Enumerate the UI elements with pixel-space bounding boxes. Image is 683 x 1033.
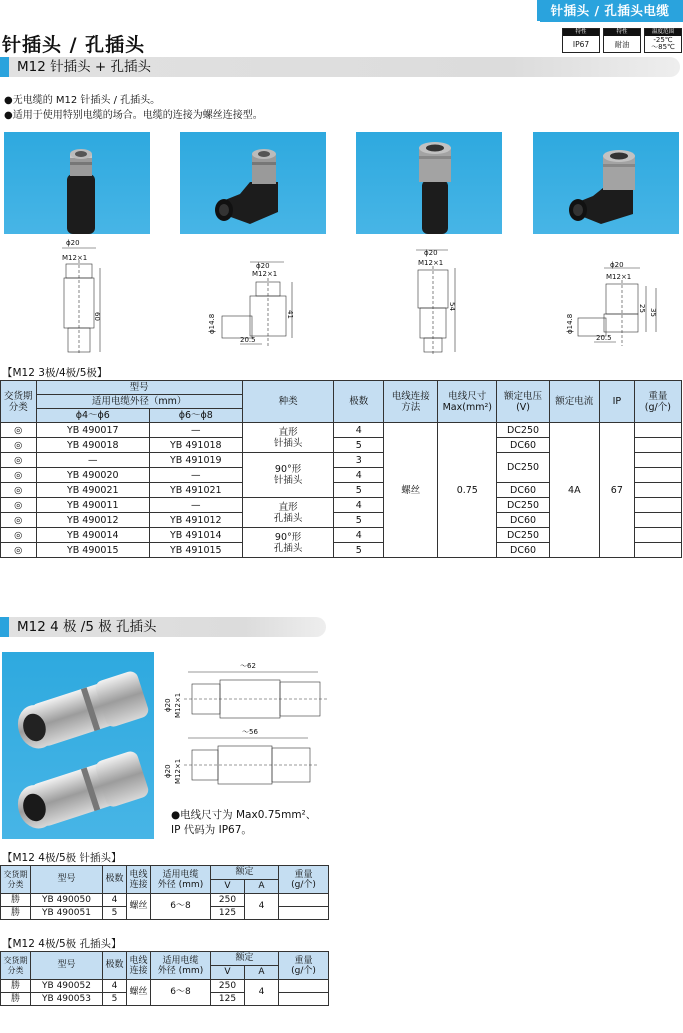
product-photo-metal-connectors: [2, 652, 154, 839]
dim-bottom-length: ～56: [242, 728, 258, 736]
cell-weight: [634, 483, 681, 498]
cell-model-small: YB 490018: [36, 438, 149, 453]
cell-voltage: DC250: [497, 498, 549, 513]
cell-poles: 5: [103, 907, 127, 920]
cell-voltage: 250: [211, 894, 245, 907]
col-current: 额定电流: [549, 381, 599, 423]
feature-bullets: [4, 93, 263, 123]
col-kind: 种类: [242, 381, 334, 423]
cell-voltage: DC60: [497, 438, 549, 453]
cell-poles: 5: [334, 513, 384, 528]
cell-poles: 3: [334, 453, 384, 468]
table2-caption: 【M12 4极/5极 针插头】: [2, 852, 122, 864]
cell-voltage: DC60: [497, 513, 549, 528]
cell-delivery: ◎: [1, 468, 37, 483]
section-marker: [0, 617, 9, 637]
dim-base: 20.5: [240, 336, 256, 344]
page-title: 针插头 / 孔插头: [2, 34, 146, 56]
cell-poles: 4: [103, 894, 127, 907]
cell-poles: 5: [103, 993, 127, 1006]
dim-thread: M12×1: [252, 270, 278, 278]
col-model: 型号: [31, 952, 103, 980]
cell-current: 4A: [549, 423, 599, 558]
cell-weight: [634, 528, 681, 543]
cell-model-small: YB 490021: [36, 483, 149, 498]
col-model: 型号: [31, 866, 103, 894]
cell-delivery: ◎: [1, 543, 37, 558]
col-current: A: [245, 880, 279, 894]
wire-size-note: ●电线尺寸为 Max0.75mm²、 IP 代码为 IP67。: [171, 809, 317, 836]
cell-current: 4: [245, 894, 279, 920]
cell-poles: 4: [334, 423, 384, 438]
table1-caption: 【M12 3极/4极/5极】: [2, 367, 108, 379]
spec-table-female: [0, 951, 329, 1006]
product-photo-angled-female: [533, 132, 679, 234]
cell-voltage: DC60: [497, 483, 549, 498]
cell-model-large: —: [149, 468, 242, 483]
col-delivery: 交货期 分类: [1, 952, 31, 980]
cell-connect: 螺丝: [384, 423, 438, 558]
cell-delivery: ◎: [1, 528, 37, 543]
col-voltage: V: [211, 880, 245, 894]
cell-model-large: YB 491014: [149, 528, 242, 543]
col-cable: 适用电缆 外径 (mm): [151, 866, 211, 894]
spec-box-head: 特性: [563, 29, 599, 36]
cell-voltage: DC250: [497, 423, 549, 438]
cell-kind: 90°形 孔插头: [242, 528, 334, 558]
section-marker: [0, 57, 9, 77]
cell-poles: 4: [334, 468, 384, 483]
dim-length: 35: [649, 308, 657, 317]
col-model: 型号: [36, 381, 242, 395]
table3-caption: 【M12 4极/5极 孔插头】: [2, 938, 122, 950]
bullet-item: ●无电缆的 M12 针插头 / 孔插头。: [4, 95, 161, 106]
cell-model-small: —: [36, 453, 149, 468]
col-current: A: [245, 966, 279, 980]
section-title: M12 4 极 /5 极 孔插头: [17, 619, 157, 635]
cell-cable: 6～8: [151, 980, 211, 1006]
cell-weight: [634, 468, 681, 483]
dim-side: ɸ14.8: [566, 313, 574, 334]
cell-voltage: 125: [211, 907, 245, 920]
cell-poles: 4: [334, 528, 384, 543]
dim-bottom-thread: M12×1: [174, 758, 182, 784]
col-rated: 额定: [211, 866, 279, 880]
cell-model-large: YB 491015: [149, 543, 242, 558]
cell-weight: [634, 453, 681, 468]
cell-model: YB 490053: [31, 993, 103, 1006]
col-poles: 极数: [103, 952, 127, 980]
dim-thread: M12×1: [418, 259, 444, 267]
product-photo-straight-male: [4, 132, 150, 234]
dim-side: ɸ14.8: [208, 313, 216, 334]
dim-diameter: ɸ20: [424, 249, 438, 257]
cell-model-large: YB 491018: [149, 438, 242, 453]
category-tag: 针插头 / 孔插头电缆: [537, 0, 683, 21]
cell-voltage: 125: [211, 993, 245, 1006]
outline-drawing-angled-male: [208, 262, 294, 348]
col-delivery: 交货期 分类: [1, 381, 37, 423]
spec-table-main: [0, 380, 682, 558]
dim-top-diameter: ɸ20: [164, 698, 172, 712]
cell-voltage: DC250: [497, 528, 549, 543]
outline-drawing-straight-female: [416, 249, 456, 356]
col-voltage: V: [211, 966, 245, 980]
col-cable-od: 适用电缆外径（mm）: [36, 395, 242, 409]
cell-model: YB 490052: [31, 980, 103, 993]
dim-length: 54: [448, 302, 456, 311]
cell-poles: 5: [334, 438, 384, 453]
cell-model-small: YB 490015: [36, 543, 149, 558]
bullet-item: ●适用于使用特别电缆的场合。电缆的连接为螺丝连接型。: [4, 110, 263, 121]
cell-model-small: YB 490014: [36, 528, 149, 543]
col-od-small: ɸ4～ɸ6: [36, 409, 149, 423]
cell-weight: [634, 423, 681, 438]
spec-box-head: 温度范围: [645, 29, 681, 36]
section-bar-1: [0, 57, 680, 77]
section-title: M12 针插头 + 孔插头: [17, 59, 152, 75]
spec-box-value: -25℃ ～85℃: [651, 36, 675, 51]
dim-top-thread: M12×1: [174, 692, 182, 718]
col-weight: 重量 (g/个): [279, 952, 329, 980]
cell-voltage: DC60: [497, 543, 549, 558]
spec-table-male: [0, 865, 329, 920]
cell-model-large: YB 491012: [149, 513, 242, 528]
col-voltage: 额定电压 (V): [497, 381, 549, 423]
col-od-large: ɸ6～ɸ8: [149, 409, 242, 423]
section-bar-2: [0, 617, 326, 637]
col-connect: 电线 连接: [127, 952, 151, 980]
cell-delivery: ◎: [1, 438, 37, 453]
spec-box-head: 特性: [604, 29, 640, 36]
cell-voltage: 250: [211, 980, 245, 993]
cell-weight: [279, 980, 329, 993]
table-row: [1, 894, 329, 907]
dim-bottom-diameter: ɸ20: [164, 764, 172, 778]
cell-kind: 直形 孔插头: [242, 498, 334, 528]
cell-model-large: —: [149, 423, 242, 438]
col-ip: IP: [599, 381, 634, 423]
cell-delivery: 勝: [1, 993, 31, 1006]
dim-base: 20.5: [596, 334, 612, 342]
col-weight: 重量 (g/个): [634, 381, 681, 423]
dim-length: 60: [93, 312, 101, 321]
cell-model: YB 490050: [31, 894, 103, 907]
cell-weight: [279, 993, 329, 1006]
col-weight: 重量 (g/个): [279, 866, 329, 894]
cell-delivery: ◎: [1, 483, 37, 498]
spec-box-value: 耐油: [614, 39, 630, 49]
col-delivery: 交货期 分类: [1, 866, 31, 894]
cell-model-large: YB 491021: [149, 483, 242, 498]
spec-box-oil: [603, 28, 641, 53]
spec-box-temp: [644, 28, 682, 53]
outline-drawings: [0, 238, 683, 358]
dim-top-length: ～62: [240, 662, 256, 670]
cell-poles: 4: [334, 498, 384, 513]
cell-connect: 螺丝: [127, 894, 151, 920]
dim-diameter: ɸ20: [256, 262, 270, 270]
cell-model-large: —: [149, 498, 242, 513]
cell-model-small: YB 490012: [36, 513, 149, 528]
col-connect: 电线 连接: [127, 866, 151, 894]
cell-model-small: YB 490020: [36, 468, 149, 483]
col-poles: 极数: [334, 381, 384, 423]
cell-delivery: 勝: [1, 980, 31, 993]
cell-weight: [634, 498, 681, 513]
table-row: [1, 980, 329, 993]
outline-drawing-straight-male: [62, 239, 101, 354]
cell-delivery: ◎: [1, 453, 37, 468]
col-poles: 极数: [103, 866, 127, 894]
cell-kind: 直形 针插头: [242, 423, 334, 453]
cell-delivery: ◎: [1, 423, 37, 438]
cell-connect: 螺丝: [127, 980, 151, 1006]
cell-delivery: 勝: [1, 894, 31, 907]
cell-weight: [634, 438, 681, 453]
spec-box-ip: [562, 28, 600, 53]
outline-drawing-angled-female: [566, 261, 657, 346]
product-photo-straight-female: [356, 132, 502, 234]
cell-weight: [279, 894, 329, 907]
cell-cable: 6～8: [151, 894, 211, 920]
product-photo-angled-male: [180, 132, 326, 234]
cell-weight: [634, 543, 681, 558]
cell-model-large: YB 491019: [149, 453, 242, 468]
cell-voltage: DC250: [497, 453, 549, 483]
cell-model-small: YB 490017: [36, 423, 149, 438]
cell-weight: [279, 907, 329, 920]
dim-length: 41: [286, 310, 294, 319]
cell-current: 4: [245, 980, 279, 1006]
cell-ip: 67: [599, 423, 634, 558]
cell-model: YB 490051: [31, 907, 103, 920]
dim-length-2: 25: [638, 304, 646, 313]
cell-poles: 5: [334, 543, 384, 558]
cell-delivery: 勝: [1, 907, 31, 920]
cell-poles: 5: [334, 483, 384, 498]
table-row: [1, 423, 682, 438]
cell-delivery: ◎: [1, 513, 37, 528]
col-connect: 电线连接 方法: [384, 381, 438, 423]
cell-kind: 90°形 针插头: [242, 453, 334, 498]
dim-thread: M12×1: [62, 254, 88, 262]
spec-boxes: [562, 28, 682, 53]
col-wire: 电线尺寸 Max(mm²): [438, 381, 497, 423]
cell-weight: [634, 513, 681, 528]
spec-box-value: IP67: [572, 39, 590, 49]
col-cable: 适用电缆 外径 (mm): [151, 952, 211, 980]
cell-delivery: ◎: [1, 498, 37, 513]
dim-diameter: ɸ20: [66, 239, 80, 247]
col-rated: 额定: [211, 952, 279, 966]
cell-poles: 4: [103, 980, 127, 993]
dim-diameter: ɸ20: [610, 261, 624, 269]
cell-model-small: YB 490011: [36, 498, 149, 513]
category-tag-rule: [540, 20, 683, 22]
outline-drawings-metal: [158, 660, 338, 810]
dim-thread: M12×1: [606, 273, 632, 281]
cell-wire: 0.75: [438, 423, 497, 558]
